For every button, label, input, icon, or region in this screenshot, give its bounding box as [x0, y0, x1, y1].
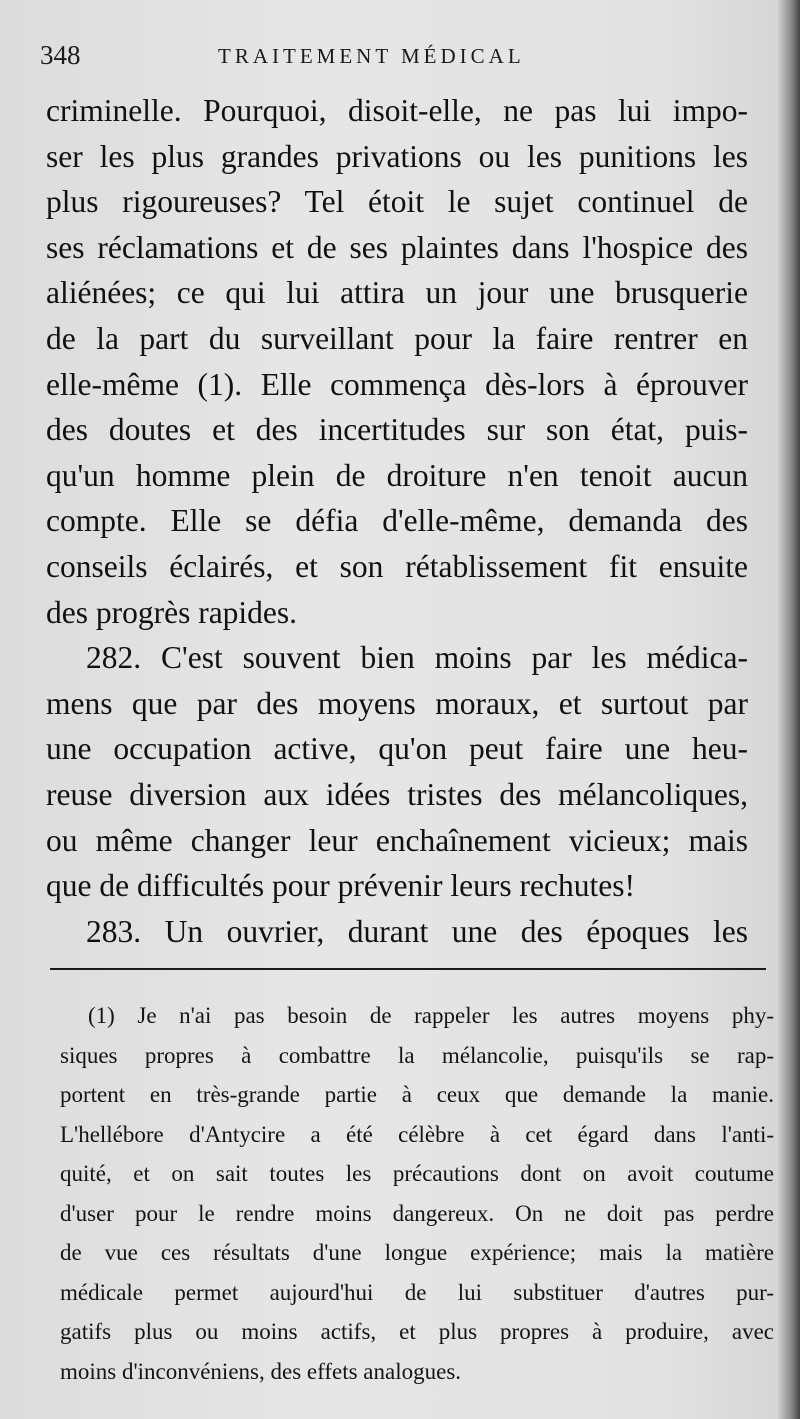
running-head: [40, 40, 740, 74]
footnote-line: quité, et on sait toutes les précautions dont on avoit coutume: [60, 1161, 774, 1186]
page-edge-shadow: [778, 0, 800, 1419]
footnote-line: L'hellébore d'Antycire a été célèbre à cet égard dans l'anti-: [60, 1121, 774, 1147]
text-line: que de difficultés pour prévenir leurs rechutes!: [46, 868, 635, 904]
footnote-divider: [50, 968, 766, 970]
text-line: ou même changer leur enchaînement vicieux; mais: [46, 822, 748, 858]
text-line: ser les plus grandes privations ou les punitions les: [46, 138, 748, 174]
paragraph-282-start: 282. C'est souvent bien moins par les médica-: [86, 640, 748, 676]
main-text: [46, 88, 748, 954]
paragraph-283-start: 283. Un ouvrier, durant une des époques les: [86, 913, 748, 949]
text-line: compte. Elle se défia d'elle-même, demanda des: [46, 503, 748, 539]
text-line: des doutes et des incertitudes sur son état, puis-: [46, 412, 748, 448]
text-line: plus rigoureuses? Tel étoit le sujet continuel de: [46, 184, 748, 220]
running-title: TRAITEMENT MÉDICAL: [218, 44, 525, 68]
text-line: ses réclamations et de ses plaintes dans l'hospice des: [46, 229, 748, 265]
footnote-line: gatifs plus ou moins actifs, et plus propres à produire, avec: [60, 1319, 774, 1344]
footnote-line: siques propres à combattre la mélancolie, puisqu'ils se rap-: [60, 1042, 774, 1068]
footnote-line: portent en très-grande partie à ceux que demande la manie.: [60, 1082, 774, 1107]
text-line: conseils éclairés, et son rétablissement fit ensuite: [46, 548, 748, 584]
text-line: aliénées; ce qui lui attira un jour une brusquerie: [46, 275, 748, 311]
footnote-line: (1) Je n'ai pas besoin de rappeler les autres moyens phy-: [88, 1003, 774, 1028]
footnote-line: moins d'inconvéniens, des effets analogues.: [60, 1358, 462, 1384]
footnote-line: d'user pour le rendre moins dangereux. On ne doit pas perdre: [60, 1200, 774, 1226]
text-line: criminelle. Pourquoi, disoit-elle, ne pas lui impo-: [46, 93, 748, 128]
footnote: [60, 996, 774, 1391]
text-line: de la part du surveillant pour la faire rentrer en: [46, 320, 748, 356]
text-line: mens que par des moyens moraux, et surtout par: [46, 685, 748, 721]
text-line: des progrès rapides.: [46, 594, 298, 630]
text-line: reuse diversion aux idées tristes des mélancoliques,: [46, 776, 748, 812]
text-line: qu'un homme plein de droiture n'en tenoit aucun: [46, 457, 748, 493]
footnote-line: de vue ces résultats d'une longue expérience; mais la matière: [60, 1240, 774, 1265]
page-number: 348: [40, 40, 81, 70]
text-line: une occupation active, qu'on peut faire une heu-: [46, 731, 748, 767]
footnote-line: médicale permet aujourd'hui de lui substituer d'autres pur-: [60, 1279, 774, 1305]
text-line: elle-même (1). Elle commença dès-lors à éprouver: [46, 366, 748, 402]
